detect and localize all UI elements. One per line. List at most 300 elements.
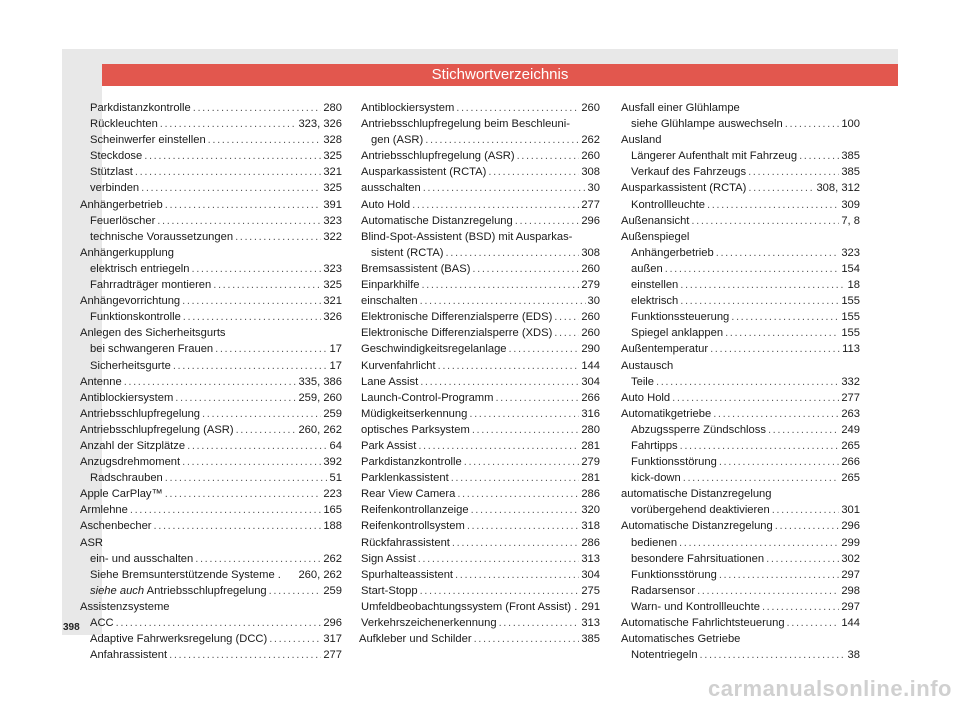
index-term: einstellen (631, 279, 679, 292)
index-entry (621, 390, 860, 406)
index-entry (361, 309, 600, 325)
leader-dots (124, 374, 297, 390)
index-entry (80, 422, 342, 438)
index-entry (621, 631, 860, 647)
page-reference: 265 (841, 439, 860, 452)
page-reference: 385 (841, 166, 860, 179)
leader-dots (457, 486, 579, 502)
index-term: ACC (90, 617, 114, 629)
index-term: Adaptive Fahrwerksregelung (DCC) (90, 633, 268, 646)
index-entry (621, 309, 860, 325)
leader-dots (412, 197, 579, 213)
leader-dots (469, 406, 579, 422)
index-term: Spiegel anklappen (631, 327, 724, 340)
index-column-1 (80, 100, 342, 663)
leader-dots (768, 422, 839, 438)
index-entry (361, 100, 600, 116)
page-reference: 296 (323, 617, 342, 629)
index-term: Funktionskontrolle (90, 311, 181, 324)
index-entry (361, 518, 600, 534)
index-entry (80, 599, 342, 615)
leader-dots (157, 213, 321, 229)
index-term: Sign Assist (361, 552, 416, 565)
leader-dots (208, 132, 322, 148)
index-entry (80, 374, 342, 390)
index-term: ausschalten (361, 182, 421, 195)
index-term: Aufkleber und Schilder (359, 633, 472, 646)
index-term: Antiblockiersystem (361, 102, 455, 114)
leader-dots (202, 406, 321, 422)
page-reference: 392 (323, 456, 342, 469)
index-entry (80, 615, 342, 631)
page-reference: 325 (323, 279, 342, 292)
index-term: Notentriegeln (631, 649, 698, 662)
leader-dots (775, 518, 840, 534)
page-reference: 263 (841, 407, 860, 420)
index-entry (621, 470, 860, 486)
index-term: Antriebsschlupfregelung (ASR) (80, 423, 234, 436)
leader-dots (515, 213, 580, 229)
page-reference: 304 (581, 568, 600, 581)
leader-dots (474, 631, 580, 647)
index-entry (361, 374, 600, 390)
page-reference: 297 (841, 600, 860, 613)
page-reference: 17 (329, 343, 342, 356)
leader-dots (762, 599, 839, 615)
index-term: Assistenzsysteme (80, 600, 170, 613)
page-reference: 17 (329, 359, 342, 372)
index-term: Steckdose (90, 150, 143, 163)
index-entry (80, 325, 342, 341)
index-entry (361, 551, 600, 567)
leader-dots (691, 213, 839, 229)
leader-dots (456, 100, 579, 116)
leader-dots (130, 502, 321, 518)
index-term: Ausparkassistent (RCTA) (621, 182, 747, 195)
page-reference: 155 (841, 311, 860, 324)
index-entry (80, 277, 342, 293)
index-term: sistent (RCTA) (371, 246, 444, 259)
index-entry (361, 358, 600, 374)
leader-dots (421, 277, 579, 293)
index-entry (80, 229, 342, 245)
page-reference: 298 (841, 584, 860, 597)
index-entry (80, 180, 342, 196)
page-reference: 7, 8 (841, 214, 860, 227)
index-term: Ausparkassistent (RCTA) (361, 166, 487, 179)
index-term: bedienen (631, 536, 678, 549)
index-term: Auto Hold (361, 198, 411, 211)
page-reference: 260 (581, 311, 600, 324)
index-entry (621, 599, 860, 615)
index-term: Verkehrszeichenerkennung (361, 617, 497, 629)
leader-dots (423, 180, 586, 196)
leader-dots (683, 470, 840, 486)
index-entry (80, 100, 342, 116)
index-entry (621, 422, 860, 438)
index-entry (621, 567, 860, 583)
page-reference: 391 (323, 198, 342, 211)
page-reference: 321 (323, 295, 342, 308)
page-reference: 155 (841, 295, 860, 308)
index-entry (361, 470, 600, 486)
leader-dots (467, 518, 579, 534)
page-reference: 328 (323, 134, 342, 147)
page-reference: 277 (323, 649, 342, 662)
leader-dots (269, 583, 322, 599)
leader-dots (175, 390, 296, 406)
leader-dots (236, 422, 297, 438)
leader-dots (438, 358, 580, 374)
index-entry (621, 406, 860, 422)
page-reference: 100 (841, 118, 860, 131)
leader-dots (656, 374, 839, 390)
index-term: Fahrradträger montieren (90, 279, 212, 292)
index-entry (80, 406, 342, 422)
page-reference: 296 (581, 214, 600, 227)
leader-dots (452, 535, 579, 551)
index-entry (361, 261, 600, 277)
leader-dots (509, 341, 580, 357)
index-entry (621, 213, 860, 229)
page-reference: 317 (323, 633, 342, 646)
leader-dots (464, 454, 580, 470)
index-entry (361, 245, 600, 261)
page-reference: 38 (847, 649, 860, 662)
page-reference: 304 (581, 375, 600, 388)
page-reference: 281 (581, 472, 600, 485)
page-reference: 51 (329, 472, 342, 485)
index-entry (621, 615, 860, 631)
page-reference: 308 (581, 246, 600, 259)
index-term: Abzugssperre Zündschloss (631, 423, 766, 436)
index-term: Teile (631, 375, 655, 388)
page-reference: 286 (581, 536, 600, 549)
page-reference: 321 (323, 166, 342, 179)
page-reference: 30 (587, 182, 600, 195)
index-entry (621, 100, 860, 116)
page-reference: 260, 262 (298, 423, 342, 436)
page-reference: 260 (581, 327, 600, 340)
index-term: Automatische Distanzregelung (361, 214, 513, 227)
leader-dots (554, 309, 579, 325)
leader-dots (719, 454, 840, 470)
index-term: Automatische Fahrlichtsteuerung (621, 617, 785, 629)
index-entry (621, 551, 860, 567)
index-term: Reifenkontrollanzeige (361, 504, 469, 517)
index-term: Antriebsschlupfregelung (80, 407, 201, 420)
index-term: Rear View Camera (361, 488, 456, 501)
page-reference: 316 (581, 407, 600, 420)
index-entry (361, 599, 600, 615)
index-term: Bremsassistent (BAS) (361, 262, 471, 275)
leader-dots (472, 422, 580, 438)
page-reference: 296 (841, 520, 860, 533)
leader-dots (213, 277, 321, 293)
page-reference: 323 (323, 214, 342, 227)
index-term: Antenne (80, 375, 122, 388)
index-term: außen (631, 262, 663, 275)
index-term: Anzugsdrehmoment (80, 456, 181, 469)
page-reference: 297 (841, 568, 860, 581)
index-term: technische Voraussetzungen (90, 230, 234, 243)
index-entry (80, 293, 342, 309)
page-reference: 64 (329, 439, 342, 452)
index-term: Anfahrassistent (90, 649, 168, 662)
leader-dots (235, 229, 321, 245)
index-term: besondere Fahrsituationen (631, 552, 765, 565)
index-term: Automatisches Getriebe (621, 633, 741, 646)
leader-dots (495, 390, 579, 406)
index-entry (361, 213, 600, 229)
leader-dots (672, 390, 839, 406)
leader-dots (499, 615, 580, 631)
index-term: Automatikgetriebe (621, 407, 712, 420)
index-entry (621, 486, 860, 502)
index-entry (361, 277, 600, 293)
page-reference: 308, 312 (816, 182, 860, 195)
index-term: Auto Hold (621, 391, 671, 404)
index-term: Park Assist (361, 439, 417, 452)
leader-dots (269, 631, 321, 647)
leader-dots (748, 180, 814, 196)
leader-dots (144, 148, 321, 164)
leader-dots (725, 325, 839, 341)
leader-dots (183, 309, 322, 325)
index-term: Funktionssteuerung (631, 311, 730, 324)
index-term: Start-Stopp (361, 584, 418, 597)
index-entry (80, 116, 342, 132)
index-entry (621, 535, 860, 551)
index-term: vorübergehend deaktivieren (631, 504, 770, 517)
leader-dots (173, 358, 328, 374)
index-entry (621, 116, 860, 132)
leader-dots (713, 406, 839, 422)
page-reference: 249 (841, 423, 860, 436)
page-reference: 286 (581, 488, 600, 501)
leader-dots (135, 164, 321, 180)
index-entry (621, 229, 860, 245)
index-entry (80, 551, 342, 567)
leader-dots (451, 470, 580, 486)
index-entry (80, 245, 342, 261)
index-term: Elektronische Differenzialsperre (XDS) (361, 327, 553, 340)
index-term: Rückfahrassistent (361, 536, 450, 549)
page-reference: 266 (581, 391, 600, 404)
leader-dots (182, 293, 321, 309)
page-reference: 325 (323, 150, 342, 163)
index-entry (80, 502, 342, 518)
index-entry (361, 583, 600, 599)
page-reference: 265 (841, 472, 860, 485)
leader-dots (731, 309, 839, 325)
index-term: Reifenkontrollsystem (361, 520, 465, 533)
leader-dots (710, 341, 840, 357)
index-entry (621, 647, 860, 663)
page-reference: 266 (841, 456, 860, 469)
index-entry (361, 422, 600, 438)
page-reference: 313 (581, 552, 600, 565)
index-entry (361, 535, 600, 551)
leader-dots (446, 245, 580, 261)
page-reference: 223 (323, 488, 342, 501)
index-entry (361, 180, 600, 196)
index-term: verbinden (90, 182, 140, 195)
leader-dots (195, 551, 321, 567)
index-entry (621, 132, 860, 148)
index-entry (361, 164, 600, 180)
index-term: Außentemperatur (621, 343, 709, 356)
page-reference: 260 (581, 102, 600, 114)
page-reference: 385 (841, 150, 860, 163)
page-reference: 259 (323, 584, 342, 597)
leader-dots (141, 180, 321, 196)
page-reference: 301 (841, 504, 860, 517)
leader-dots (700, 647, 846, 663)
index-term: Austausch (621, 359, 674, 372)
page-reference: 299 (841, 536, 860, 549)
leader-dots (193, 100, 322, 116)
index-entry (80, 518, 342, 534)
index-term: Außenansicht (621, 214, 690, 227)
watermark: carmanualsonline.info (708, 676, 952, 701)
index-term: Müdigkeitserkennung (361, 407, 468, 420)
page-reference: 326 (323, 311, 342, 324)
index-term: kick-down (631, 472, 681, 485)
index-term: Parklenkassistent (361, 472, 449, 485)
page-reference: 281 (581, 439, 600, 452)
cross-reference: siehe auch (90, 584, 145, 597)
leader-dots (455, 567, 579, 583)
leader-dots (748, 164, 839, 180)
index-entry (361, 406, 600, 422)
index-column-3 (621, 100, 860, 663)
index-entry (80, 213, 342, 229)
index-term: Antriebsschlupfregelung (ASR) (361, 150, 515, 163)
index-entry (80, 390, 342, 406)
index-term: Armlehne (80, 504, 128, 517)
leader-dots (165, 197, 322, 213)
index-term: Aschenbecher (80, 520, 152, 533)
index-term: Lane Assist (361, 375, 419, 388)
leader-dots (418, 551, 580, 567)
index-term: automatische Distanzregelung (621, 488, 772, 501)
page-reference: 318 (581, 520, 600, 533)
index-term: Ausland (621, 134, 662, 147)
index-entry (361, 454, 600, 470)
index-entry (621, 341, 860, 357)
page-reference: 155 (841, 327, 860, 340)
leader-dots (680, 293, 839, 309)
page-reference: 260, 262 (298, 568, 342, 581)
index-entry (80, 438, 342, 454)
index-term: Sicherheitsgurte (90, 359, 171, 372)
page-reference: 309 (841, 198, 860, 211)
index-term: Anlegen des Sicherheitsgurts (80, 327, 226, 340)
index-term: Einparkhilfe (361, 279, 420, 292)
index-entry (361, 197, 600, 213)
page-reference: 30 (587, 295, 600, 308)
index-entry (361, 293, 600, 309)
index-term: Anhängerbetrieb (631, 246, 714, 259)
index-term: Siehe Bremsunterstützende Systeme . (90, 568, 281, 581)
index-entry (80, 454, 342, 470)
page-reference: 277 (581, 198, 600, 211)
index-term: Antriebsschlupfregelung beim Beschleuni- (361, 118, 570, 131)
page-reference: 335, 386 (298, 375, 342, 388)
leader-dots (165, 486, 322, 502)
page-title: Stichwortverzeichnis (102, 64, 898, 86)
page-reference: 308 (581, 166, 600, 179)
index-entry (80, 309, 342, 325)
index-entry (621, 325, 860, 341)
index-entry (621, 502, 860, 518)
index-term: Anhängerkupplung (80, 246, 174, 259)
leader-dots (182, 454, 321, 470)
index-entry (361, 390, 600, 406)
page-reference: 323 (323, 262, 342, 275)
index-term: Apple CarPlay™ (80, 488, 163, 501)
page-reference: 279 (581, 456, 600, 469)
leader-dots (517, 148, 580, 164)
index-entry (361, 132, 600, 148)
index-term: ASR (80, 536, 104, 549)
leader-dots (169, 647, 321, 663)
leader-dots (471, 502, 580, 518)
page-reference: 154 (841, 262, 860, 275)
leader-dots (707, 197, 839, 213)
index-entry (80, 535, 342, 551)
index-entry (361, 116, 600, 132)
index-term: Umfeldbeobachtungssystem (Front Assist) . (361, 600, 578, 613)
leader-dots (772, 502, 840, 518)
index-term: Warn- und Kontrollleuchte (631, 600, 760, 613)
index-term: ein- und ausschalten (90, 552, 194, 565)
page-reference: 144 (841, 617, 860, 629)
index-term: Antiblockiersystem (80, 391, 174, 404)
index-term: Spurhalteassistent (361, 568, 454, 581)
page-reference: 113 (842, 343, 860, 356)
index-term: elektrisch (631, 295, 679, 308)
index-term: Kontrollleuchte (631, 198, 706, 211)
leader-dots (420, 583, 580, 599)
page-reference: 332 (841, 375, 860, 388)
page-reference: 188 (323, 520, 342, 533)
leader-dots (799, 148, 839, 164)
leader-dots (716, 245, 840, 261)
index-term: Parkdistanzkontrolle (361, 456, 462, 469)
page-reference: 277 (841, 391, 860, 404)
leader-dots (418, 438, 579, 454)
index-term: Radarsensor (631, 584, 696, 597)
page-reference: 280 (323, 102, 342, 114)
index-term: bei schwangeren Frauen (90, 343, 214, 356)
page-reference: 275 (581, 584, 600, 597)
leader-dots (719, 567, 840, 583)
index-term: Längerer Aufenthalt mit Fahrzeug (631, 150, 798, 163)
page-reference: 323, 326 (298, 118, 342, 131)
leader-dots (766, 551, 839, 567)
index-term: elektrisch entriegeln (90, 262, 190, 275)
leader-dots (665, 261, 840, 277)
page-reference: 313 (581, 617, 600, 629)
index-entry (361, 502, 600, 518)
index-entry (621, 261, 860, 277)
leader-dots (215, 341, 327, 357)
page-reference: 262 (323, 552, 342, 565)
index-entry (80, 358, 342, 374)
leader-dots (420, 374, 579, 390)
